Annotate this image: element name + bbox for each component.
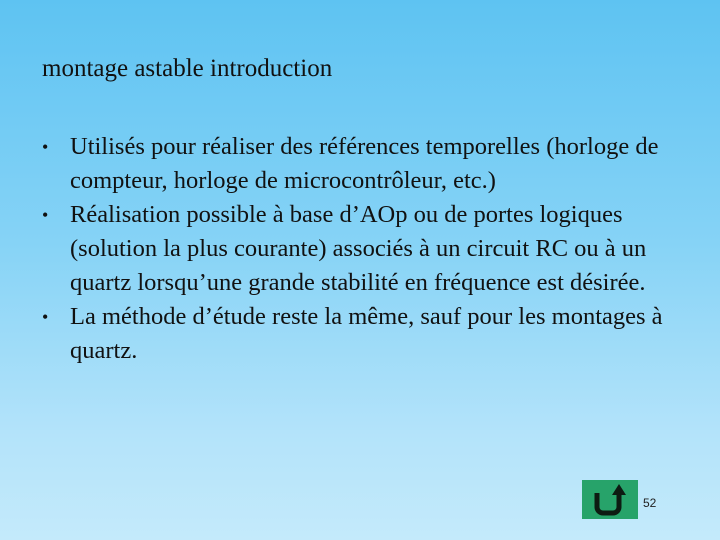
bullet-item [42, 198, 682, 300]
page-number: 52 [643, 496, 657, 510]
bullet-dot: • [42, 205, 49, 225]
bullet-dot: • [42, 137, 49, 157]
bullet-item [42, 300, 682, 368]
bullet-text: Réalisation possible à base d’AOp ou de portes logiques (solution la plus courante) associés à un circuit RC ou à un quartz lorsqu’une grande stabilité en fréquence est désirée. [70, 201, 647, 296]
bullet-list [42, 130, 682, 368]
bullet-text: Utilisés pour réaliser des références temporelles (horloge de compteur, horloge de microcontrôleur, etc.) [70, 133, 659, 194]
bullet-dot: • [42, 307, 49, 327]
return-button[interactable] [582, 480, 638, 519]
slide-title: montage astable introduction [42, 55, 333, 82]
bullet-item [42, 130, 682, 198]
bullet-text: La méthode d’étude reste la même, sauf pour les montages à quartz. [70, 303, 663, 364]
return-arrow-icon [582, 480, 638, 519]
